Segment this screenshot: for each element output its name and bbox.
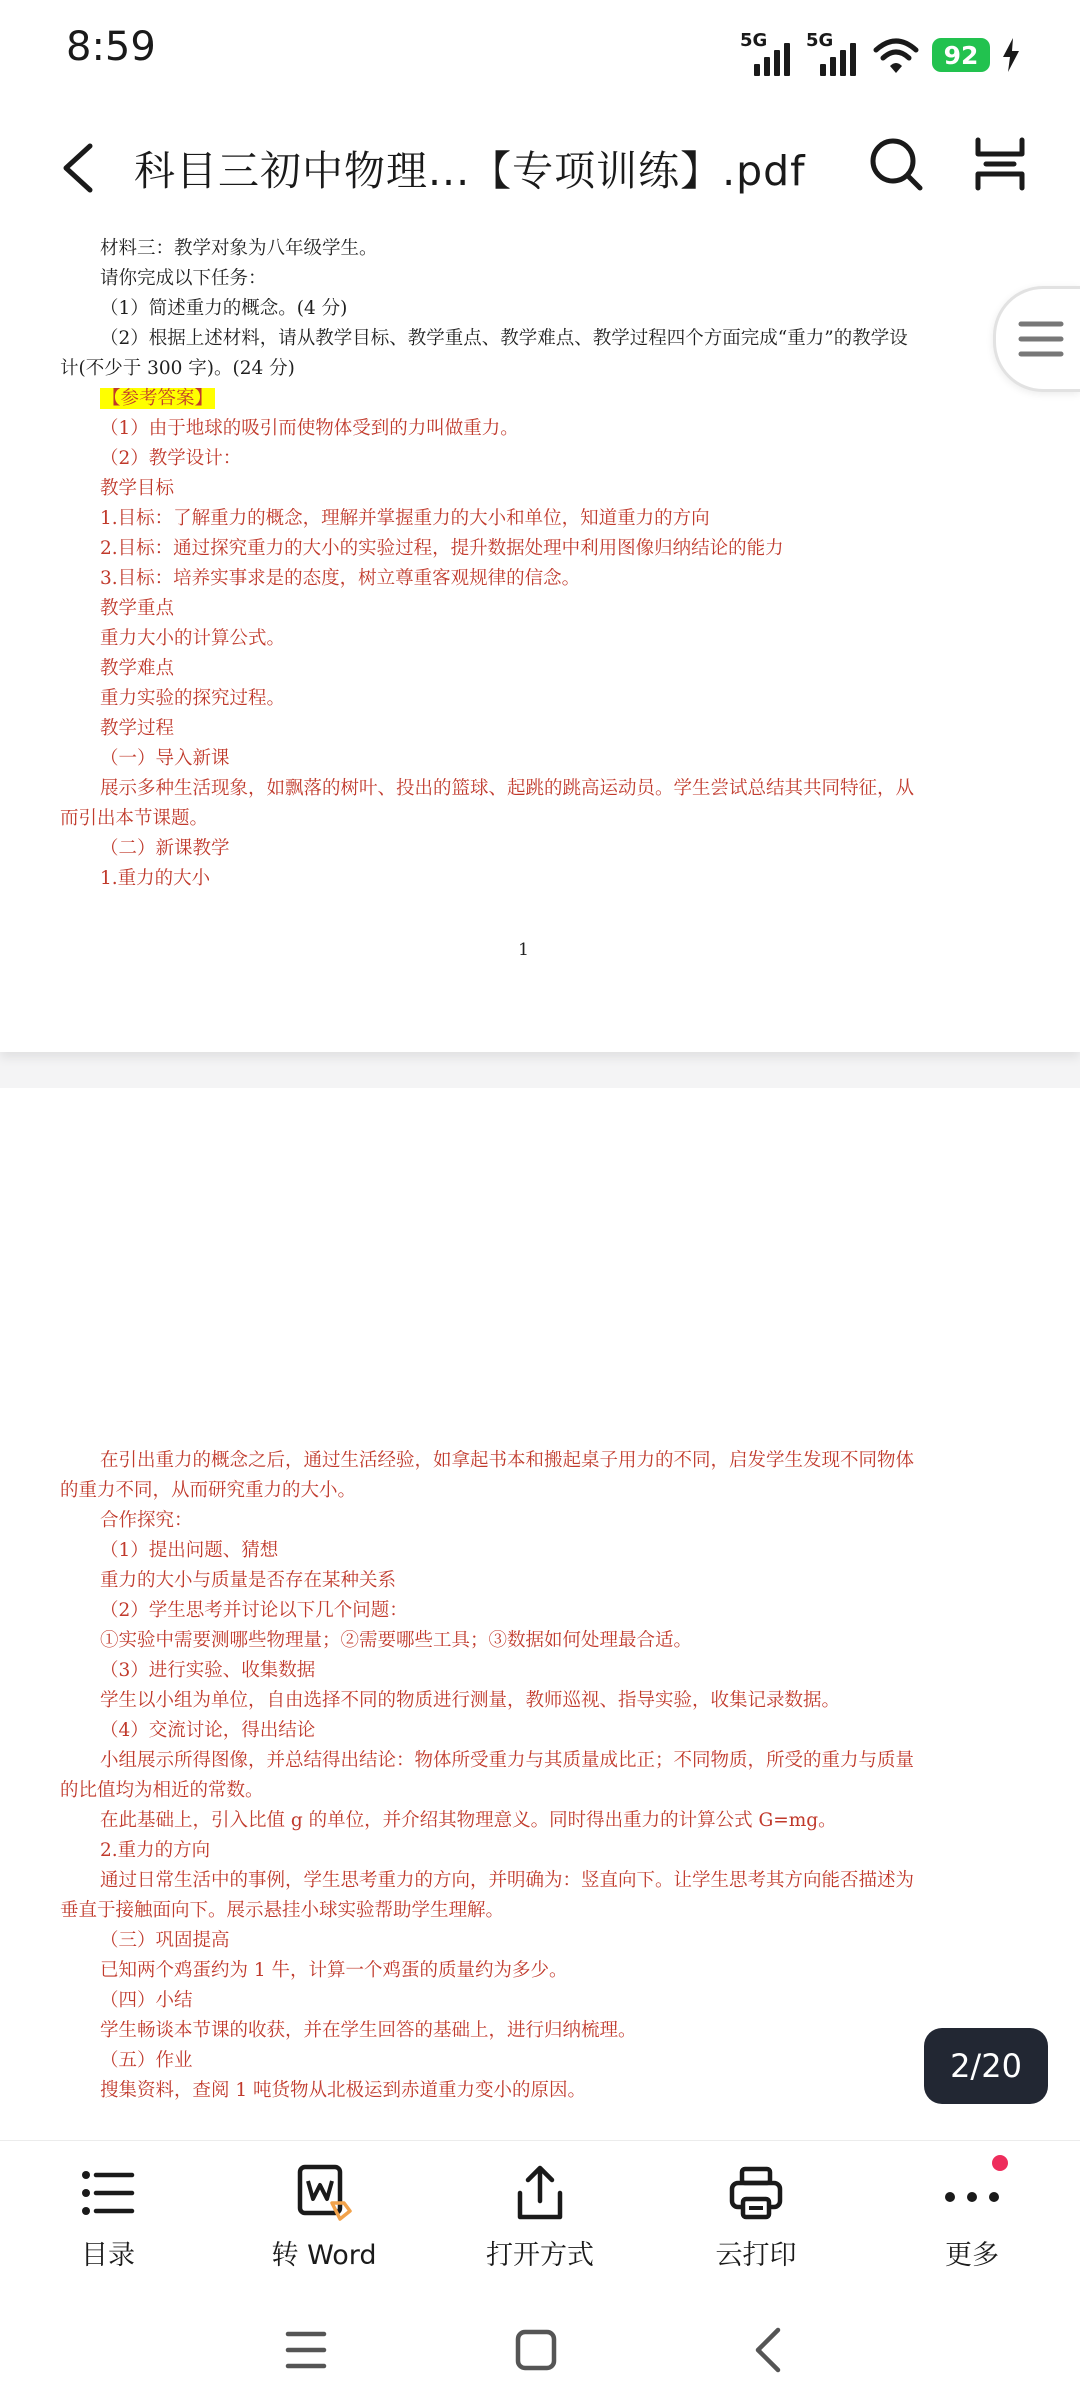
- cloud-print-label: 云打印: [715, 2240, 797, 2271]
- line-text: （一）导入新课: [100, 748, 230, 769]
- text-line: [60, 1926, 996, 1956]
- line-text: 而引出本节课题。: [60, 808, 209, 829]
- text-line: [60, 1956, 996, 1986]
- system-navigation-bar: [0, 2300, 1080, 2401]
- open-with-label: 打开方式: [486, 2240, 594, 2271]
- text-line: [60, 1776, 996, 1806]
- text-line: [60, 564, 996, 594]
- text-line: [60, 2076, 996, 2106]
- line-text: 展示多种生活现象，如飘落的树叶、投出的篮球、起跳的跳高运动员。学生尝试总结其共同特征，从: [100, 778, 915, 799]
- toc-button[interactable]: [18, 2141, 198, 2301]
- line-text: 垂直于接触面向下。展示悬挂小球实验帮助学生理解。: [60, 1900, 505, 1921]
- text-line: [60, 1686, 996, 1716]
- text-line: [60, 1746, 996, 1776]
- search-icon[interactable]: [866, 134, 926, 194]
- more-dots-icon: [942, 2163, 1002, 2223]
- text-line: [60, 1446, 996, 1476]
- printer-icon: [726, 2163, 786, 2223]
- text-line: [60, 1626, 996, 1656]
- line-text: ①实验中需要测哪些物理量；②需要哪些工具；③数据如何处理最合适。: [100, 1630, 693, 1651]
- text-line: [60, 534, 996, 564]
- line-text: 教学目标: [100, 478, 175, 499]
- line-text: （三）巩固提高: [100, 1930, 230, 1951]
- status-time: 8:59: [66, 24, 156, 70]
- text-line: [60, 654, 996, 684]
- text-line: [60, 594, 996, 624]
- text-line: [60, 1476, 996, 1506]
- app-switch-icon[interactable]: [972, 134, 1028, 194]
- charging-icon: [1002, 38, 1020, 72]
- line-text: （2）根据上述材料，请从教学目标、教学重点、教学难点、教学过程四个方面完成“重力”的教学设: [100, 328, 908, 349]
- back-arrow-icon[interactable]: [54, 140, 104, 196]
- home-icon[interactable]: [506, 2322, 566, 2378]
- text-line: [60, 234, 996, 264]
- battery-level: 92: [943, 40, 979, 70]
- pdf-viewer[interactable]: [0, 222, 1080, 2140]
- word-convert-icon: [294, 2163, 354, 2223]
- pdf-page: [0, 1088, 1080, 2140]
- text-line: [60, 864, 996, 894]
- line-text: （4）交流讨论，得出结论: [100, 1720, 316, 1741]
- line-text: （1）由于地球的吸引而使物体受到的力叫做重力。: [100, 418, 519, 439]
- text-line: [60, 504, 996, 534]
- to-word-label: 转 Word: [271, 2240, 377, 2271]
- recent-apps-icon[interactable]: [276, 2322, 336, 2378]
- line-text: 重力大小的计算公式。: [100, 628, 286, 649]
- line-text: 通过日常生活中的事例，学生思考重力的方向，并明确为：竖直向下。让学生思考其方向能否描述为: [100, 1870, 915, 1891]
- text-line: [60, 384, 996, 414]
- bottom-toolbar: [0, 2140, 1080, 2301]
- line-text: （2）学生思考并讨论以下几个问题：: [100, 1600, 408, 1621]
- text-line: [60, 1986, 996, 2016]
- line-text: 已知两个鸡蛋约为 1 牛，计算一个鸡蛋的质量约为多少。: [100, 1960, 568, 1981]
- text-line: [60, 1836, 996, 1866]
- text-line: [60, 474, 996, 504]
- more-label: 更多: [945, 2240, 999, 2271]
- text-line: [60, 444, 996, 474]
- network-type-label: 5G: [740, 30, 768, 51]
- share-icon: [510, 2163, 570, 2223]
- text-line: [60, 684, 996, 714]
- page-number: 1: [518, 940, 529, 960]
- line-text: 在引出重力的概念之后，通过生活经验，如拿起书本和搬起桌子用力的不同，启发学生发现不同物体: [100, 1450, 915, 1471]
- line-text: 的重力不同，从而研究重力的大小。: [60, 1480, 357, 1501]
- line-text: 学生畅谈本节课的收获，并在学生回答的基础上，进行归纳梳理。: [100, 2020, 637, 2041]
- line-text: （3）进行实验、收集数据: [100, 1660, 316, 1681]
- text-line: [60, 1566, 996, 1596]
- system-back-icon[interactable]: [740, 2322, 800, 2378]
- line-text: 教学难点: [100, 658, 175, 679]
- line-text: 计(不少于 300 字)。(24 分): [60, 358, 295, 379]
- text-line: [60, 354, 996, 384]
- line-text: 3.目标：培养实事求是的态度，树立尊重客观规律的信念。: [100, 568, 581, 589]
- line-text: 小组展示所得图像，并总结得出结论：物体所受重力与其质量成比正；不同物质，所受的重力与质量: [100, 1750, 915, 1771]
- text-line: [60, 834, 996, 864]
- side-menu-handle[interactable]: [993, 286, 1080, 392]
- line-text: 重力的大小与质量是否存在某种关系: [100, 1570, 397, 1591]
- text-line: [60, 1536, 996, 1566]
- text-line: [60, 414, 996, 444]
- wifi-icon: [872, 36, 920, 76]
- text-line: [60, 1656, 996, 1686]
- text-line: [60, 1896, 996, 1926]
- line-text: 教学重点: [100, 598, 175, 619]
- line-text: （二）新课教学: [100, 838, 230, 859]
- text-line: [60, 324, 996, 354]
- line-text: 学生以小组为单位，自由选择不同的物质进行测量，教师巡视、指导实验，收集记录数据。: [100, 1690, 841, 1711]
- toc-label: 目录: [81, 2240, 135, 2271]
- page-indicator: 2/20: [924, 2028, 1048, 2104]
- text-line: [60, 804, 996, 834]
- to-word-button[interactable]: [234, 2141, 414, 2301]
- notification-dot: [992, 2155, 1008, 2171]
- text-line: [60, 294, 996, 324]
- app-header: [0, 112, 1080, 222]
- document-title: 科目三初中物理...【专项训练】.pdf: [134, 147, 806, 195]
- line-text: 1.目标：了解重力的概念，理解并掌握重力的大小和单位，知道重力的方向: [100, 508, 710, 529]
- line-text: （五）作业: [100, 2050, 193, 2071]
- hamburger-menu-icon: [1018, 319, 1064, 359]
- text-line: [60, 774, 996, 804]
- text-line: [60, 1806, 996, 1836]
- line-text: （1）提出问题、猜想: [100, 1540, 279, 1561]
- page-text: [60, 234, 996, 894]
- line-text: 材料三：教学对象为八年级学生。: [100, 238, 378, 259]
- status-icons: [740, 26, 1020, 76]
- list-icon: [78, 2163, 138, 2223]
- line-text: 教学过程: [100, 718, 175, 739]
- highlighted-answer-heading: 【参考答案】: [102, 388, 214, 409]
- line-text: 请你完成以下任务：: [100, 268, 267, 289]
- network-type-label: 5G: [806, 30, 834, 51]
- line-text: 在此基础上，引入比值 g 的单位，并介绍其物理意义。同时得出重力的计算公式 G=mg。: [100, 1810, 837, 1831]
- text-line: [60, 1866, 996, 1896]
- pdf-page: [0, 222, 1080, 1052]
- page-text: [60, 1446, 996, 2106]
- line-text: 2.目标：通过探究重力的大小的实验过程，提升数据处理中利用图像归纳结论的能力: [100, 538, 784, 559]
- line-text: 合作探究：: [100, 1510, 193, 1531]
- text-line: [60, 714, 996, 744]
- text-line: [60, 2046, 996, 2076]
- status-bar: [0, 0, 1080, 100]
- line-text: 1.重力的大小: [100, 868, 211, 889]
- cellular-signal-icon: [740, 32, 794, 76]
- text-line: [60, 1506, 996, 1536]
- text-line: [60, 2016, 996, 2046]
- line-text: （2）教学设计：: [100, 448, 242, 469]
- battery-icon: [932, 38, 990, 72]
- text-line: [60, 1716, 996, 1746]
- line-text: 的比值均为相近的常数。: [60, 1780, 264, 1801]
- text-line: [60, 624, 996, 654]
- text-line: [60, 744, 996, 774]
- line-text: 2.重力的方向: [100, 1840, 211, 1861]
- text-line: [60, 264, 996, 294]
- line-text: （1）简述重力的概念。(4 分): [100, 298, 348, 319]
- line-text: 搜集资料，查阅 1 吨货物从北极运到赤道重力变小的原因。: [100, 2080, 587, 2101]
- line-text: （四）小结: [100, 1990, 193, 2011]
- text-line: [60, 1596, 996, 1626]
- cellular-signal-icon: [806, 32, 860, 76]
- cloud-print-button[interactable]: [666, 2141, 846, 2301]
- open-with-button[interactable]: [450, 2141, 630, 2301]
- line-text: 重力实验的探究过程。: [100, 688, 286, 709]
- more-button[interactable]: [882, 2141, 1062, 2301]
